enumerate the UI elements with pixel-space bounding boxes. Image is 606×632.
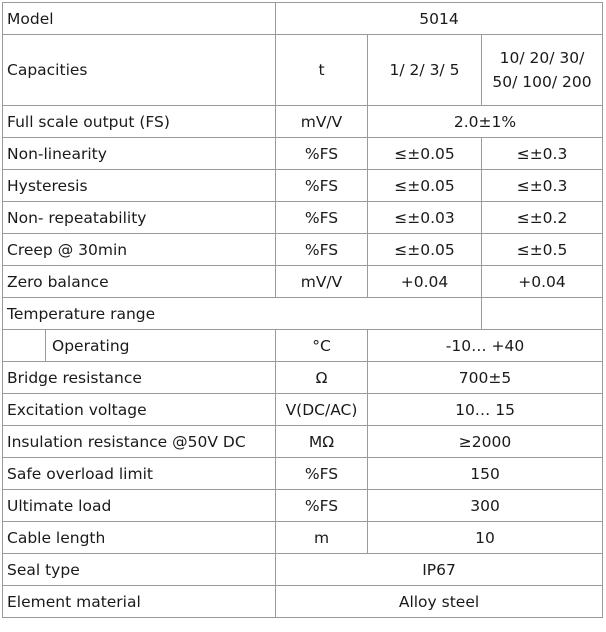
- bridge-unit: Ω: [276, 362, 368, 394]
- temp-empty-cell: [482, 298, 603, 330]
- capacities-unit: t: [276, 35, 368, 106]
- row-ultimate-load: [3, 490, 603, 522]
- operating-value: -10… +40: [368, 330, 603, 362]
- material-value: Alloy steel: [276, 586, 603, 618]
- excitation-value: 10… 15: [368, 394, 603, 426]
- model-value: 5014: [276, 3, 603, 35]
- insulation-value: ≥2000: [368, 426, 603, 458]
- creep-col2: ≤±0.5: [482, 234, 603, 266]
- overload-unit: %FS: [276, 458, 368, 490]
- row-seal-type: [3, 554, 603, 586]
- operating-unit: °C: [276, 330, 368, 362]
- material-label: Element material: [3, 586, 276, 618]
- row-model: [3, 3, 603, 35]
- seal-label: Seal type: [3, 554, 276, 586]
- row-zero-balance: [3, 266, 603, 298]
- cable-label: Cable length: [3, 522, 276, 554]
- capacities-col2: 10/ 20/ 30/ 50/ 100/ 200: [482, 35, 603, 106]
- operating-label: Operating: [52, 336, 130, 355]
- seal-value: IP67: [276, 554, 603, 586]
- row-fs: [3, 106, 603, 138]
- nonrepeat-unit: %FS: [276, 202, 368, 234]
- fs-value: 2.0±1%: [368, 106, 603, 138]
- nonrepeat-label: Non- repeatability: [3, 202, 276, 234]
- overload-label: Safe overload limit: [3, 458, 276, 490]
- excitation-label: Excitation voltage: [3, 394, 276, 426]
- creep-col1: ≤±0.05: [368, 234, 482, 266]
- creep-label: Creep @ 30min: [3, 234, 276, 266]
- excitation-unit: V(DC/AC): [276, 394, 368, 426]
- creep-unit: %FS: [276, 234, 368, 266]
- row-excitation-voltage: [3, 394, 603, 426]
- row-temperature-range: [3, 298, 603, 330]
- row-element-material: [3, 586, 603, 618]
- hysteresis-label: Hysteresis: [3, 170, 276, 202]
- hysteresis-unit: %FS: [276, 170, 368, 202]
- indent-spacer: [3, 330, 46, 361]
- nonlinearity-unit: %FS: [276, 138, 368, 170]
- bridge-label: Bridge resistance: [3, 362, 276, 394]
- nonlinearity-label: Non-linearity: [3, 138, 276, 170]
- operating-label-cell: [3, 330, 276, 362]
- ultimate-label: Ultimate load: [3, 490, 276, 522]
- temp-label: Temperature range: [3, 298, 482, 330]
- ultimate-unit: %FS: [276, 490, 368, 522]
- capacities-col1: 1/ 2/ 3/ 5: [368, 35, 482, 106]
- row-creep: [3, 234, 603, 266]
- insulation-label: Insulation resistance @50V DC: [3, 426, 276, 458]
- nonrepeat-col1: ≤±0.03: [368, 202, 482, 234]
- spec-table: [2, 2, 603, 618]
- row-capacities: [3, 35, 603, 106]
- hysteresis-col1: ≤±0.05: [368, 170, 482, 202]
- zero-unit: mV/V: [276, 266, 368, 298]
- fs-label: Full scale output (FS): [3, 106, 276, 138]
- fs-unit: mV/V: [276, 106, 368, 138]
- row-hysteresis: [3, 170, 603, 202]
- row-cable-length: [3, 522, 603, 554]
- row-nonlinearity: [3, 138, 603, 170]
- zero-col1: +0.04: [368, 266, 482, 298]
- row-safe-overload: [3, 458, 603, 490]
- hysteresis-col2: ≤±0.3: [482, 170, 603, 202]
- row-insulation-resistance: [3, 426, 603, 458]
- zero-col2: +0.04: [482, 266, 603, 298]
- insulation-unit: MΩ: [276, 426, 368, 458]
- zero-label: Zero balance: [3, 266, 276, 298]
- nonlinearity-col1: ≤±0.05: [368, 138, 482, 170]
- nonlinearity-col2: ≤±0.3: [482, 138, 603, 170]
- row-nonrepeatability: [3, 202, 603, 234]
- bridge-value: 700±5: [368, 362, 603, 394]
- row-bridge-resistance: [3, 362, 603, 394]
- ultimate-value: 300: [368, 490, 603, 522]
- overload-value: 150: [368, 458, 603, 490]
- capacities-label: Capacities: [3, 35, 276, 106]
- cable-value: 10: [368, 522, 603, 554]
- nonrepeat-col2: ≤±0.2: [482, 202, 603, 234]
- cable-unit: m: [276, 522, 368, 554]
- model-label: Model: [3, 3, 276, 35]
- row-operating: [3, 330, 603, 362]
